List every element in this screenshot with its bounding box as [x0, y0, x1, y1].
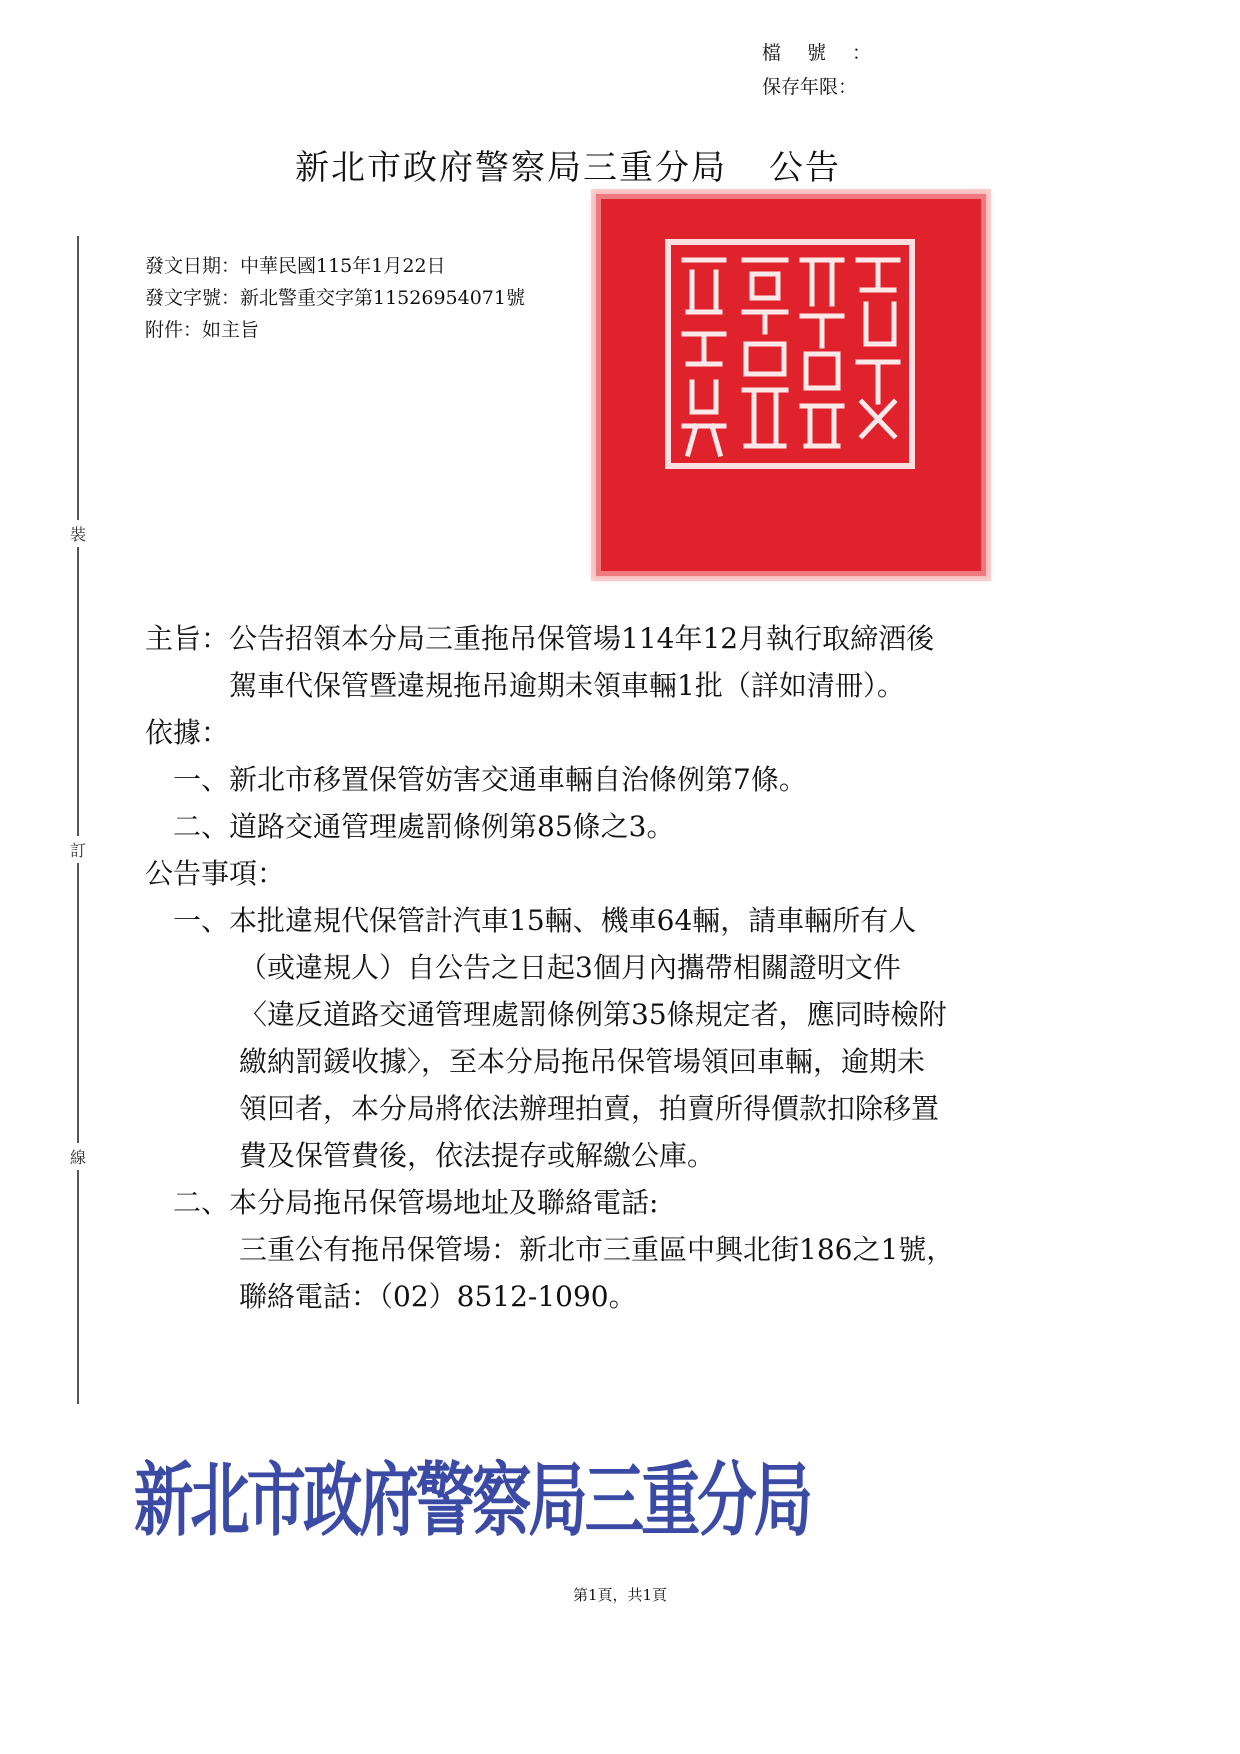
- subject-line-2: 駕車代保管暨違規拖吊逾期未領車輛1批（詳如清冊）。: [229, 669, 905, 702]
- notice-item-1-line-4: 繳納罰鍰收據〉，至本分局拖吊保管場領回車輛，逾期未: [239, 1045, 926, 1078]
- notice-item-1-line-1: 一、本批違規代保管計汽車15輛、機車64輛，請車輛所有人: [173, 904, 917, 937]
- notice-item-2-line-2: 三重公有拖吊保管場：新北市三重區中興北街186之1號，: [239, 1233, 955, 1266]
- agency-name: 新北市政府警察局三重分局: [295, 148, 727, 188]
- document-number: 發文字號：新北警重交字第11526954071號: [145, 287, 525, 309]
- attachment-note: 附件：如主旨: [145, 319, 260, 341]
- notice-heading: 公告事項：: [145, 857, 286, 890]
- notice-item-1-line-6: 費及保管費後，依法提存或解繳公庫。: [239, 1139, 716, 1172]
- document-type: 公告: [769, 148, 841, 188]
- basis-item-1: 一、新北市移置保管妨害交通車輛自治條例第7條。: [173, 763, 807, 796]
- basis-heading: 依據：: [145, 716, 230, 749]
- file-info: [762, 36, 897, 104]
- retention-period-label: 保存年限：: [762, 76, 858, 98]
- page-title: [295, 140, 841, 189]
- notice-body: [145, 615, 1055, 1320]
- official-seal-icon: [596, 194, 986, 576]
- notice-item-2-line-1: 二、本分局拖吊保管場地址及聯絡電話:: [173, 1186, 659, 1219]
- signature-stamp: [134, 1440, 814, 1550]
- subject-line-1: 主旨：公告招領本分局三重拖吊保管場114年12月執行取締酒後: [145, 622, 935, 655]
- signature-stamp-icon: [134, 1440, 814, 1550]
- page-number: 第1頁，共1頁: [572, 1586, 668, 1604]
- binding-char-ding: 訂: [70, 836, 86, 863]
- basis-item-2: 二、道路交通管理處罰條例第85條之3。: [173, 810, 675, 843]
- issuance-meta: [145, 250, 525, 346]
- notice-item-1-line-3: 〈違反道路交通管理處罰條例第35條規定者，應同時檢附: [239, 998, 947, 1031]
- binding-char-xian: 線: [70, 1143, 86, 1170]
- signature-stamp-text: 新北市政府警察局三重分局: [134, 1458, 811, 1546]
- official-seal: [596, 194, 986, 576]
- notice-item-1-line-2: （或違規人）自公告之日起3個月內攜帶相關證明文件: [239, 951, 901, 984]
- issue-date: 發文日期：中華民國115年1月22日: [145, 255, 446, 277]
- notice-item-1-line-5: 領回者，本分局將依法辦理拍賣，拍賣所得價款扣除移置: [239, 1092, 940, 1125]
- file-number-label: 檔號：: [762, 42, 898, 64]
- binding-char-zhuang: 裝: [70, 520, 86, 547]
- notice-item-2-line-3: 聯絡電話：（02）8512-1090。: [239, 1280, 637, 1313]
- binding-line: [77, 236, 79, 1404]
